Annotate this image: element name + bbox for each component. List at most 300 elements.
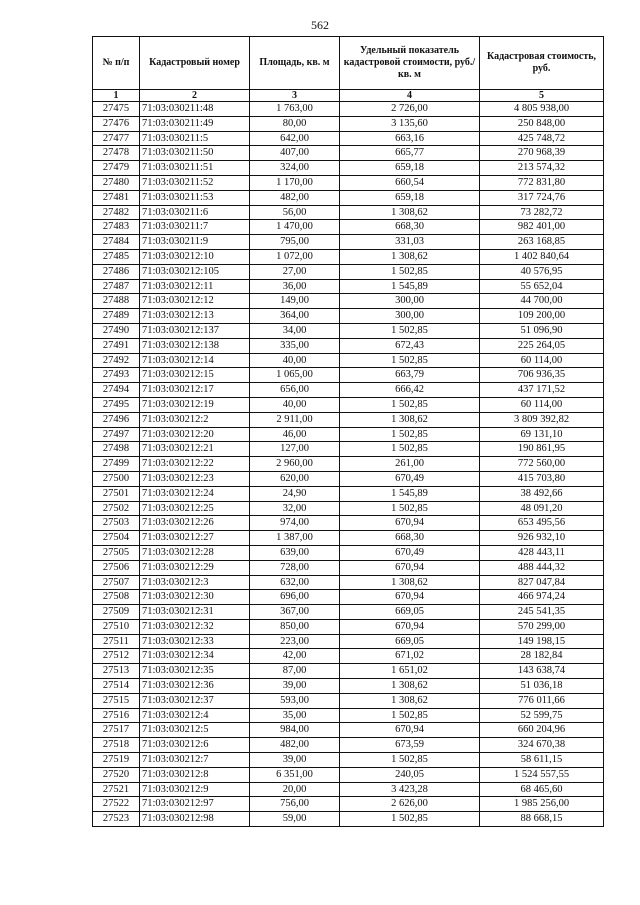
area-cell: 1 170,00 — [250, 175, 340, 190]
table-row — [93, 471, 604, 486]
table-row — [93, 442, 604, 457]
cadastral-number-cell: 71:03:030212:26 — [140, 516, 250, 531]
table-row — [93, 797, 604, 812]
area-cell: 35,00 — [250, 708, 340, 723]
cadastral-number-cell: 71:03:030212:30 — [140, 590, 250, 605]
cadastral-number-cell: 71:03:030212:4 — [140, 708, 250, 723]
specific-value-cell: 663,16 — [340, 131, 480, 146]
row-number-cell: 27519 — [93, 753, 140, 768]
cadastral-cost-cell: 60 114,00 — [480, 397, 604, 412]
cadastral-cost-cell: 660 204,96 — [480, 723, 604, 738]
row-number-cell: 27485 — [93, 249, 140, 264]
cadastral-number-cell: 71:03:030212:14 — [140, 353, 250, 368]
specific-value-cell: 670,49 — [340, 545, 480, 560]
cadastral-cost-cell: 437 171,52 — [480, 383, 604, 398]
area-cell: 24,90 — [250, 486, 340, 501]
table-row — [93, 457, 604, 472]
cadastral-cost-cell: 653 495,56 — [480, 516, 604, 531]
cadastral-cost-cell: 827 047,84 — [480, 575, 604, 590]
table-row — [93, 249, 604, 264]
row-number-cell: 27514 — [93, 679, 140, 694]
cadastral-cost-cell: 570 299,00 — [480, 619, 604, 634]
table-row — [93, 220, 604, 235]
specific-value-cell: 670,94 — [340, 560, 480, 575]
cadastral-number-cell: 71:03:030211:51 — [140, 161, 250, 176]
table-row — [93, 205, 604, 220]
table-row — [93, 575, 604, 590]
table-row — [93, 309, 604, 324]
row-number-cell: 27501 — [93, 486, 140, 501]
cadastral-number-cell: 71:03:030212:34 — [140, 649, 250, 664]
area-cell: 632,00 — [250, 575, 340, 590]
specific-value-cell: 660,54 — [340, 175, 480, 190]
table-row — [93, 679, 604, 694]
cadastral-cost-cell: 69 131,10 — [480, 427, 604, 442]
row-number-cell: 27522 — [93, 797, 140, 812]
table-row — [93, 353, 604, 368]
row-number-cell: 27490 — [93, 323, 140, 338]
cadastral-number-cell: 71:03:030212:3 — [140, 575, 250, 590]
area-cell: 620,00 — [250, 471, 340, 486]
cadastral-cost-cell: 3 809 392,82 — [480, 412, 604, 427]
cadastral-number-cell: 71:03:030212:32 — [140, 619, 250, 634]
table-row — [93, 605, 604, 620]
table-row — [93, 264, 604, 279]
cadastral-number-cell: 71:03:030211:6 — [140, 205, 250, 220]
area-cell: 36,00 — [250, 279, 340, 294]
specific-value-cell: 1 308,62 — [340, 205, 480, 220]
cadastral-cost-cell: 44 700,00 — [480, 294, 604, 309]
table-row — [93, 338, 604, 353]
table-row — [93, 619, 604, 634]
cadastral-cost-cell: 73 282,72 — [480, 205, 604, 220]
area-cell: 2 911,00 — [250, 412, 340, 427]
area-cell: 34,00 — [250, 323, 340, 338]
specific-value-cell: 670,94 — [340, 516, 480, 531]
table-row — [93, 634, 604, 649]
area-cell: 39,00 — [250, 679, 340, 694]
row-number-cell: 27493 — [93, 368, 140, 383]
area-cell: 80,00 — [250, 116, 340, 131]
cadastral-number-cell: 71:03:030212:21 — [140, 442, 250, 457]
specific-value-cell: 1 545,89 — [340, 279, 480, 294]
table-header-row — [93, 37, 604, 90]
table-row — [93, 368, 604, 383]
cadastral-cost-cell: 250 848,00 — [480, 116, 604, 131]
cadastral-number-cell: 71:03:030212:22 — [140, 457, 250, 472]
cadastral-cost-cell: 772 831,80 — [480, 175, 604, 190]
cadastral-number-cell: 71:03:030212:28 — [140, 545, 250, 560]
area-cell: 6 351,00 — [250, 767, 340, 782]
specific-value-cell: 1 545,89 — [340, 486, 480, 501]
cadastral-number-cell: 71:03:030212:12 — [140, 294, 250, 309]
area-cell: 324,00 — [250, 161, 340, 176]
specific-value-cell: 3 423,28 — [340, 782, 480, 797]
column-number: 3 — [250, 90, 340, 102]
table-row — [93, 812, 604, 827]
cadastral-number-cell: 71:03:030212:15 — [140, 368, 250, 383]
table-row — [93, 516, 604, 531]
page-number: 562 — [311, 18, 329, 32]
specific-value-cell: 659,18 — [340, 190, 480, 205]
specific-value-cell: 300,00 — [340, 309, 480, 324]
row-number-cell: 27489 — [93, 309, 140, 324]
area-cell: 795,00 — [250, 235, 340, 250]
area-cell: 42,00 — [250, 649, 340, 664]
row-number-cell: 27486 — [93, 264, 140, 279]
specific-value-cell: 665,77 — [340, 146, 480, 161]
cadastral-cost-cell: 48 091,20 — [480, 501, 604, 516]
cadastral-number-cell: 71:03:030212:35 — [140, 664, 250, 679]
cadastral-number-cell: 71:03:030212:9 — [140, 782, 250, 797]
cadastral-cost-cell: 4 805 938,00 — [480, 102, 604, 117]
specific-value-cell: 668,30 — [340, 531, 480, 546]
table-row — [93, 294, 604, 309]
header-specific-value: Удельный показатель кадастровой стоимости, руб./кв. м — [340, 37, 480, 90]
cadastral-cost-cell: 28 182,84 — [480, 649, 604, 664]
row-number-cell: 27479 — [93, 161, 140, 176]
area-cell: 482,00 — [250, 738, 340, 753]
cadastral-cost-cell: 488 444,32 — [480, 560, 604, 575]
area-cell: 149,00 — [250, 294, 340, 309]
table-row — [93, 131, 604, 146]
cadastral-cost-cell: 428 443,11 — [480, 545, 604, 560]
area-cell: 407,00 — [250, 146, 340, 161]
cadastral-number-cell: 71:03:030212:137 — [140, 323, 250, 338]
row-number-cell: 27513 — [93, 664, 140, 679]
cadastral-cost-cell: 51 096,90 — [480, 323, 604, 338]
cadastral-cost-cell: 270 968,39 — [480, 146, 604, 161]
row-number-cell: 27475 — [93, 102, 140, 117]
cadastral-cost-cell: 58 611,15 — [480, 753, 604, 768]
row-number-cell: 27499 — [93, 457, 140, 472]
row-number-cell: 27506 — [93, 560, 140, 575]
cadastral-number-cell: 71:03:030212:37 — [140, 693, 250, 708]
cadastral-number-cell: 71:03:030212:11 — [140, 279, 250, 294]
specific-value-cell: 669,05 — [340, 605, 480, 620]
specific-value-cell: 666,42 — [340, 383, 480, 398]
cadastral-number-cell: 71:03:030212:10 — [140, 249, 250, 264]
specific-value-cell: 670,94 — [340, 723, 480, 738]
row-number-cell: 27483 — [93, 220, 140, 235]
row-number-cell: 27517 — [93, 723, 140, 738]
cadastral-cost-cell: 776 011,66 — [480, 693, 604, 708]
row-number-cell: 27492 — [93, 353, 140, 368]
cadastral-cost-cell: 425 748,72 — [480, 131, 604, 146]
cadastral-number-cell: 71:03:030211:48 — [140, 102, 250, 117]
area-cell: 642,00 — [250, 131, 340, 146]
cadastral-cost-cell: 88 668,15 — [480, 812, 604, 827]
cadastral-number-cell: 71:03:030212:33 — [140, 634, 250, 649]
cadastral-number-cell: 71:03:030212:97 — [140, 797, 250, 812]
area-cell: 1 065,00 — [250, 368, 340, 383]
cadastral-number-cell: 71:03:030212:6 — [140, 738, 250, 753]
header-area: Площадь, кв. м — [250, 37, 340, 90]
table-row — [93, 664, 604, 679]
cadastral-number-cell: 71:03:030212:98 — [140, 812, 250, 827]
area-cell: 1 072,00 — [250, 249, 340, 264]
cadastral-cost-cell: 38 492,66 — [480, 486, 604, 501]
cadastral-number-cell: 71:03:030212:17 — [140, 383, 250, 398]
area-cell: 127,00 — [250, 442, 340, 457]
area-cell: 1 387,00 — [250, 531, 340, 546]
specific-value-cell: 1 308,62 — [340, 249, 480, 264]
area-cell: 20,00 — [250, 782, 340, 797]
column-number: 2 — [140, 90, 250, 102]
cadastral-number-cell: 71:03:030211:52 — [140, 175, 250, 190]
cadastral-number-cell: 71:03:030212:23 — [140, 471, 250, 486]
table-row — [93, 190, 604, 205]
area-cell: 756,00 — [250, 797, 340, 812]
specific-value-cell: 1 651,02 — [340, 664, 480, 679]
cadastral-number-cell: 71:03:030211:53 — [140, 190, 250, 205]
specific-value-cell: 1 502,85 — [340, 708, 480, 723]
table-row — [93, 102, 604, 117]
table-row — [93, 412, 604, 427]
table-row — [93, 235, 604, 250]
specific-value-cell: 670,94 — [340, 590, 480, 605]
specific-value-cell: 261,00 — [340, 457, 480, 472]
specific-value-cell: 240,05 — [340, 767, 480, 782]
area-cell: 367,00 — [250, 605, 340, 620]
row-number-cell: 27494 — [93, 383, 140, 398]
row-number-cell: 27516 — [93, 708, 140, 723]
row-number-cell: 27509 — [93, 605, 140, 620]
specific-value-cell: 300,00 — [340, 294, 480, 309]
cadastral-cost-cell: 225 264,05 — [480, 338, 604, 353]
area-cell: 46,00 — [250, 427, 340, 442]
area-cell: 984,00 — [250, 723, 340, 738]
specific-value-cell: 668,30 — [340, 220, 480, 235]
specific-value-cell: 1 308,62 — [340, 679, 480, 694]
area-cell: 364,00 — [250, 309, 340, 324]
area-cell: 59,00 — [250, 812, 340, 827]
cadastral-number-cell: 71:03:030212:24 — [140, 486, 250, 501]
area-cell: 728,00 — [250, 560, 340, 575]
cadastral-number-cell: 71:03:030211:9 — [140, 235, 250, 250]
specific-value-cell: 670,94 — [340, 619, 480, 634]
cadastral-cost-cell: 143 638,74 — [480, 664, 604, 679]
cadastral-cost-cell: 317 724,76 — [480, 190, 604, 205]
cadastral-number-cell: 71:03:030212:13 — [140, 309, 250, 324]
cadastral-cost-cell: 982 401,00 — [480, 220, 604, 235]
table-row — [93, 782, 604, 797]
cadastral-cost-cell: 149 198,15 — [480, 634, 604, 649]
specific-value-cell: 1 502,85 — [340, 323, 480, 338]
table-row — [93, 397, 604, 412]
row-number-cell: 27521 — [93, 782, 140, 797]
specific-value-cell: 2 626,00 — [340, 797, 480, 812]
specific-value-cell: 1 308,62 — [340, 412, 480, 427]
area-cell: 656,00 — [250, 383, 340, 398]
column-number: 1 — [93, 90, 140, 102]
specific-value-cell: 2 726,00 — [340, 102, 480, 117]
table-row — [93, 693, 604, 708]
cadastral-number-cell: 71:03:030212:138 — [140, 338, 250, 353]
row-number-cell: 27497 — [93, 427, 140, 442]
cadastral-cost-cell: 263 168,85 — [480, 235, 604, 250]
cadastral-cost-cell: 1 402 840,64 — [480, 249, 604, 264]
area-cell: 27,00 — [250, 264, 340, 279]
row-number-cell: 27502 — [93, 501, 140, 516]
table-body — [93, 102, 604, 827]
specific-value-cell: 1 502,85 — [340, 501, 480, 516]
cadastral-number-cell: 71:03:030212:36 — [140, 679, 250, 694]
row-number-cell: 27512 — [93, 649, 140, 664]
area-cell: 482,00 — [250, 190, 340, 205]
cadastral-number-cell: 71:03:030211:5 — [140, 131, 250, 146]
area-cell: 40,00 — [250, 397, 340, 412]
cadastral-cost-cell: 52 599,75 — [480, 708, 604, 723]
table-row — [93, 753, 604, 768]
area-cell: 223,00 — [250, 634, 340, 649]
specific-value-cell: 669,05 — [340, 634, 480, 649]
cadastral-cost-cell: 1 985 256,00 — [480, 797, 604, 812]
area-cell: 87,00 — [250, 664, 340, 679]
area-cell: 39,00 — [250, 753, 340, 768]
specific-value-cell: 663,79 — [340, 368, 480, 383]
specific-value-cell: 1 502,85 — [340, 264, 480, 279]
cadastral-cost-cell: 466 974,24 — [480, 590, 604, 605]
specific-value-cell: 1 308,62 — [340, 575, 480, 590]
table-row — [93, 723, 604, 738]
area-cell: 696,00 — [250, 590, 340, 605]
specific-value-cell: 1 502,85 — [340, 442, 480, 457]
cadastral-cost-cell: 213 574,32 — [480, 161, 604, 176]
cadastral-cost-cell: 1 524 557,55 — [480, 767, 604, 782]
cadastral-number-cell: 71:03:030212:20 — [140, 427, 250, 442]
row-number-cell: 27478 — [93, 146, 140, 161]
row-number-cell: 27508 — [93, 590, 140, 605]
table-row — [93, 738, 604, 753]
column-number: 4 — [340, 90, 480, 102]
specific-value-cell: 672,43 — [340, 338, 480, 353]
cadastral-cost-cell: 109 200,00 — [480, 309, 604, 324]
table-row — [93, 560, 604, 575]
header-row-number: № п/п — [93, 37, 140, 90]
specific-value-cell: 331,03 — [340, 235, 480, 250]
specific-value-cell: 1 502,85 — [340, 812, 480, 827]
cadastral-number-cell: 71:03:030212:29 — [140, 560, 250, 575]
area-cell: 2 960,00 — [250, 457, 340, 472]
cadastral-number-cell: 71:03:030212:7 — [140, 753, 250, 768]
table-row — [93, 767, 604, 782]
specific-value-cell: 3 135,60 — [340, 116, 480, 131]
cadastral-cost-cell: 706 936,35 — [480, 368, 604, 383]
cadastral-cost-cell: 415 703,80 — [480, 471, 604, 486]
specific-value-cell: 1 502,85 — [340, 427, 480, 442]
row-number-cell: 27480 — [93, 175, 140, 190]
table-row — [93, 708, 604, 723]
cadastral-cost-cell: 324 670,38 — [480, 738, 604, 753]
row-number-cell: 27523 — [93, 812, 140, 827]
row-number-cell: 27500 — [93, 471, 140, 486]
row-number-cell: 27504 — [93, 531, 140, 546]
cadastral-cost-cell: 40 576,95 — [480, 264, 604, 279]
table-row — [93, 427, 604, 442]
row-number-cell: 27515 — [93, 693, 140, 708]
table-row — [93, 531, 604, 546]
table-row — [93, 146, 604, 161]
cadastral-number-cell: 71:03:030211:7 — [140, 220, 250, 235]
table-row — [93, 383, 604, 398]
area-cell: 593,00 — [250, 693, 340, 708]
row-number-cell: 27496 — [93, 412, 140, 427]
cadastral-number-cell: 71:03:030212:27 — [140, 531, 250, 546]
row-number-cell: 27520 — [93, 767, 140, 782]
cadastral-number-cell: 71:03:030212:8 — [140, 767, 250, 782]
cadastral-cost-cell: 68 465,60 — [480, 782, 604, 797]
specific-value-cell: 670,49 — [340, 471, 480, 486]
row-number-cell: 27477 — [93, 131, 140, 146]
table-row — [93, 590, 604, 605]
cadastral-cost-cell: 926 932,10 — [480, 531, 604, 546]
row-number-cell: 27484 — [93, 235, 140, 250]
row-number-cell: 27495 — [93, 397, 140, 412]
header-cadastral-cost: Кадастровая стоимость, руб. — [480, 37, 604, 90]
area-cell: 974,00 — [250, 516, 340, 531]
table-row — [93, 501, 604, 516]
cadastral-number-cell: 71:03:030212:25 — [140, 501, 250, 516]
cadastral-cost-cell: 772 560,00 — [480, 457, 604, 472]
row-number-cell: 27481 — [93, 190, 140, 205]
row-number-cell: 27518 — [93, 738, 140, 753]
row-number-cell: 27503 — [93, 516, 140, 531]
row-number-cell: 27488 — [93, 294, 140, 309]
specific-value-cell: 1 502,85 — [340, 353, 480, 368]
cadastral-number-cell: 71:03:030212:5 — [140, 723, 250, 738]
table-row — [93, 175, 604, 190]
table-row — [93, 649, 604, 664]
area-cell: 850,00 — [250, 619, 340, 634]
table-row — [93, 279, 604, 294]
specific-value-cell: 659,18 — [340, 161, 480, 176]
row-number-cell: 27487 — [93, 279, 140, 294]
cadastral-number-cell: 71:03:030212:105 — [140, 264, 250, 279]
cadastral-cost-cell: 55 652,04 — [480, 279, 604, 294]
column-number: 5 — [480, 90, 604, 102]
row-number-cell: 27505 — [93, 545, 140, 560]
cadastral-cost-cell: 60 114,00 — [480, 353, 604, 368]
specific-value-cell: 1 502,85 — [340, 397, 480, 412]
area-cell: 40,00 — [250, 353, 340, 368]
row-number-cell: 27498 — [93, 442, 140, 457]
area-cell: 56,00 — [250, 205, 340, 220]
row-number-cell: 27491 — [93, 338, 140, 353]
row-number-cell: 27507 — [93, 575, 140, 590]
table-row — [93, 545, 604, 560]
specific-value-cell: 1 502,85 — [340, 753, 480, 768]
cadastral-number-cell: 71:03:030212:19 — [140, 397, 250, 412]
cadastral-number-cell: 71:03:030211:50 — [140, 146, 250, 161]
table-row — [93, 116, 604, 131]
row-number-cell: 27510 — [93, 619, 140, 634]
area-cell: 1 763,00 — [250, 102, 340, 117]
area-cell: 335,00 — [250, 338, 340, 353]
table-row — [93, 161, 604, 176]
column-number-row — [93, 90, 604, 102]
cadastral-number-cell: 71:03:030212:31 — [140, 605, 250, 620]
table-row — [93, 486, 604, 501]
area-cell: 32,00 — [250, 501, 340, 516]
cadastral-cost-cell: 51 036,18 — [480, 679, 604, 694]
row-number-cell: 27511 — [93, 634, 140, 649]
cadastral-value-table — [92, 36, 604, 827]
cadastral-number-cell: 71:03:030212:2 — [140, 412, 250, 427]
specific-value-cell: 671,02 — [340, 649, 480, 664]
area-cell: 639,00 — [250, 545, 340, 560]
cadastral-cost-cell: 190 861,95 — [480, 442, 604, 457]
